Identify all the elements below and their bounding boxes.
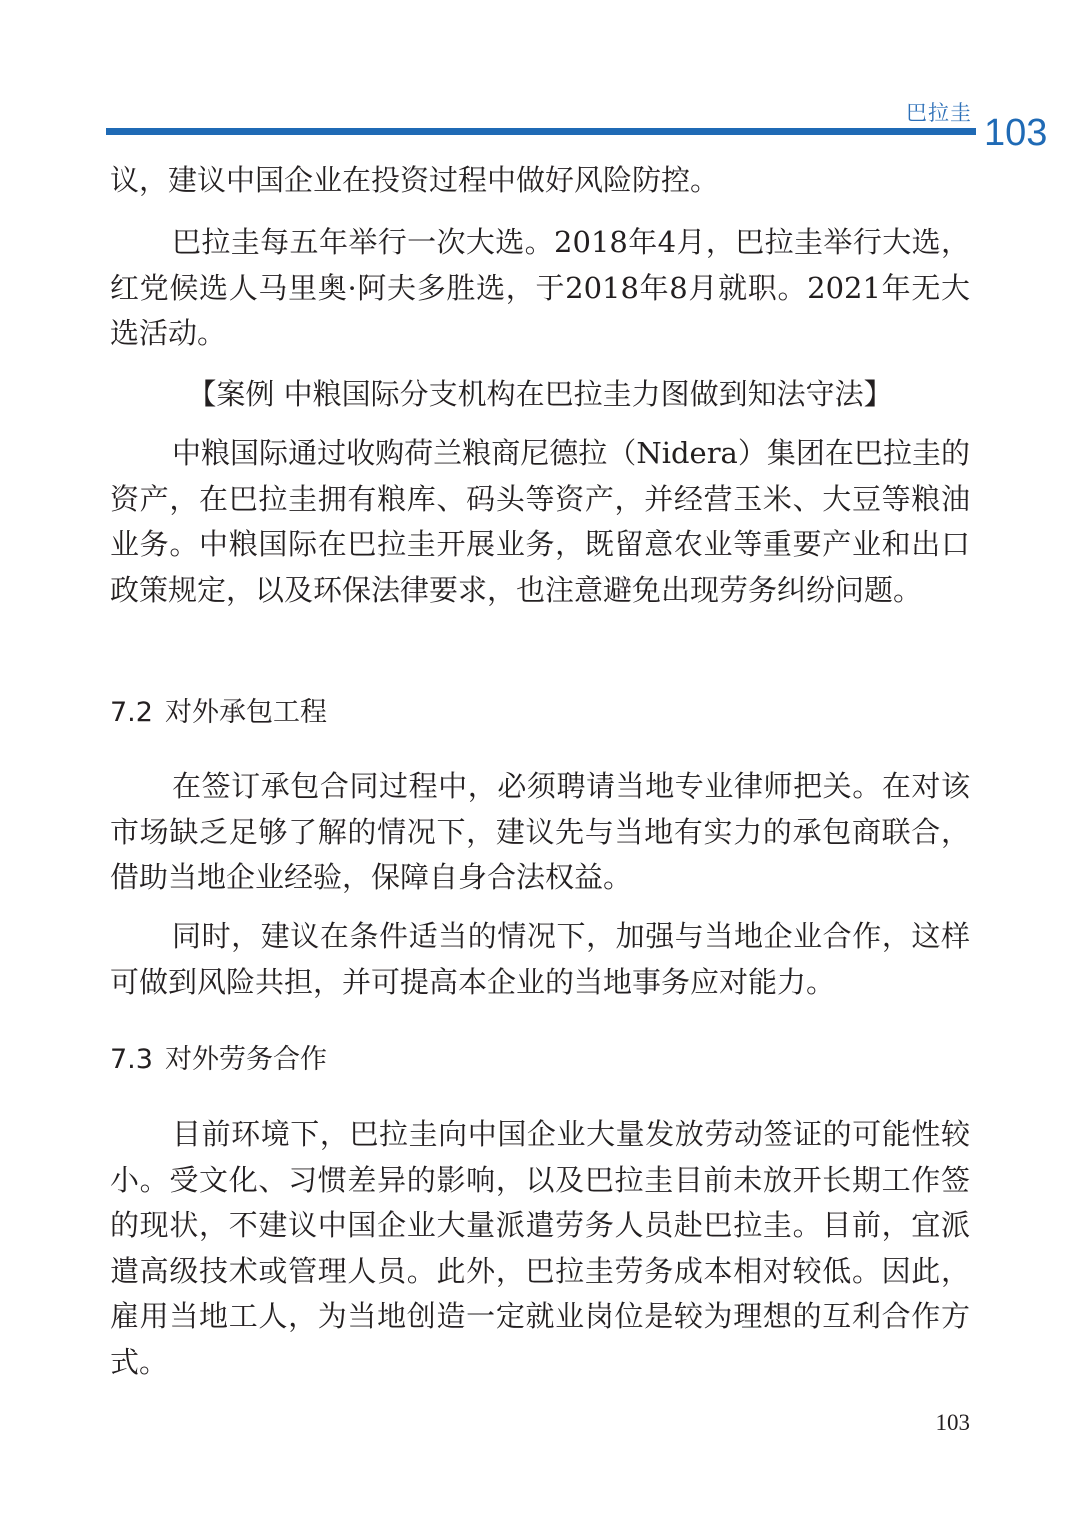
paragraph-labor-cooperation: 目前环境下，巴拉圭向中国企业大量发放劳动签证的可能性较小。受文化、习惯差异的影响，以及巴拉圭目前未放开长期工作签的现状，不建议中国企业大量派遣劳务人员赴巴拉圭。目前，宜派遣高级技术或管理人员。此外，巴拉圭劳务成本相对较低。因此，雇用当地工人，为当地创造一定就业岗位是较为理想的互利合作方式。 — [110, 1117, 970, 1379]
section-heading-7-3 — [110, 1040, 327, 1080]
section-number: 7.3 — [110, 1044, 153, 1075]
paragraph-continuation: 议，建议中国企业在投资过程中做好风险防控。 — [110, 163, 720, 197]
section-number: 7.2 — [110, 697, 153, 728]
section-title: 对外劳务合作 — [164, 1044, 327, 1075]
paragraph-contracting-2: 同时，建议在条件适当的情况下，加强与当地企业合作，这样可做到风险共担，并可提高本企业的当地事务应对能力。 — [110, 919, 970, 999]
running-header-country: 巴拉圭 — [906, 101, 972, 125]
section-title: 对外承包工程 — [164, 697, 327, 728]
case-study-title: 【案例 中粮国际分支机构在巴拉圭力图做到知法守法】 — [187, 377, 893, 411]
header-rule — [106, 128, 976, 135]
paragraph-case-study: 中粮国际通过收购荷兰粮商尼德拉（Nidera）集团在巴拉圭的资产，在巴拉圭拥有粮库、码头等资产，并经营玉米、大豆等粮油业务。中粮国际在巴拉圭开展业务，既留意农业等重要产业和出口政策规定，以及环保法律要求，也注意避免出现劳务纠纷问题。 — [110, 436, 970, 607]
header-page-number: 103 — [984, 112, 1048, 154]
section-heading-7-2 — [110, 693, 327, 733]
paragraph-elections: 巴拉圭每五年举行一次大选。2018年4月，巴拉圭举行大选，红党候选人马里奥·阿夫多胜选，于2018年8月就职。2021年无大选活动。 — [110, 225, 970, 350]
footer-page-number: 103 — [935, 1410, 970, 1435]
paragraph-contracting-1: 在签订承包合同过程中，必须聘请当地专业律师把关。在对该市场缺乏足够了解的情况下，建议先与当地有实力的承包商联合，借助当地企业经验，保障自身合法权益。 — [110, 769, 970, 894]
